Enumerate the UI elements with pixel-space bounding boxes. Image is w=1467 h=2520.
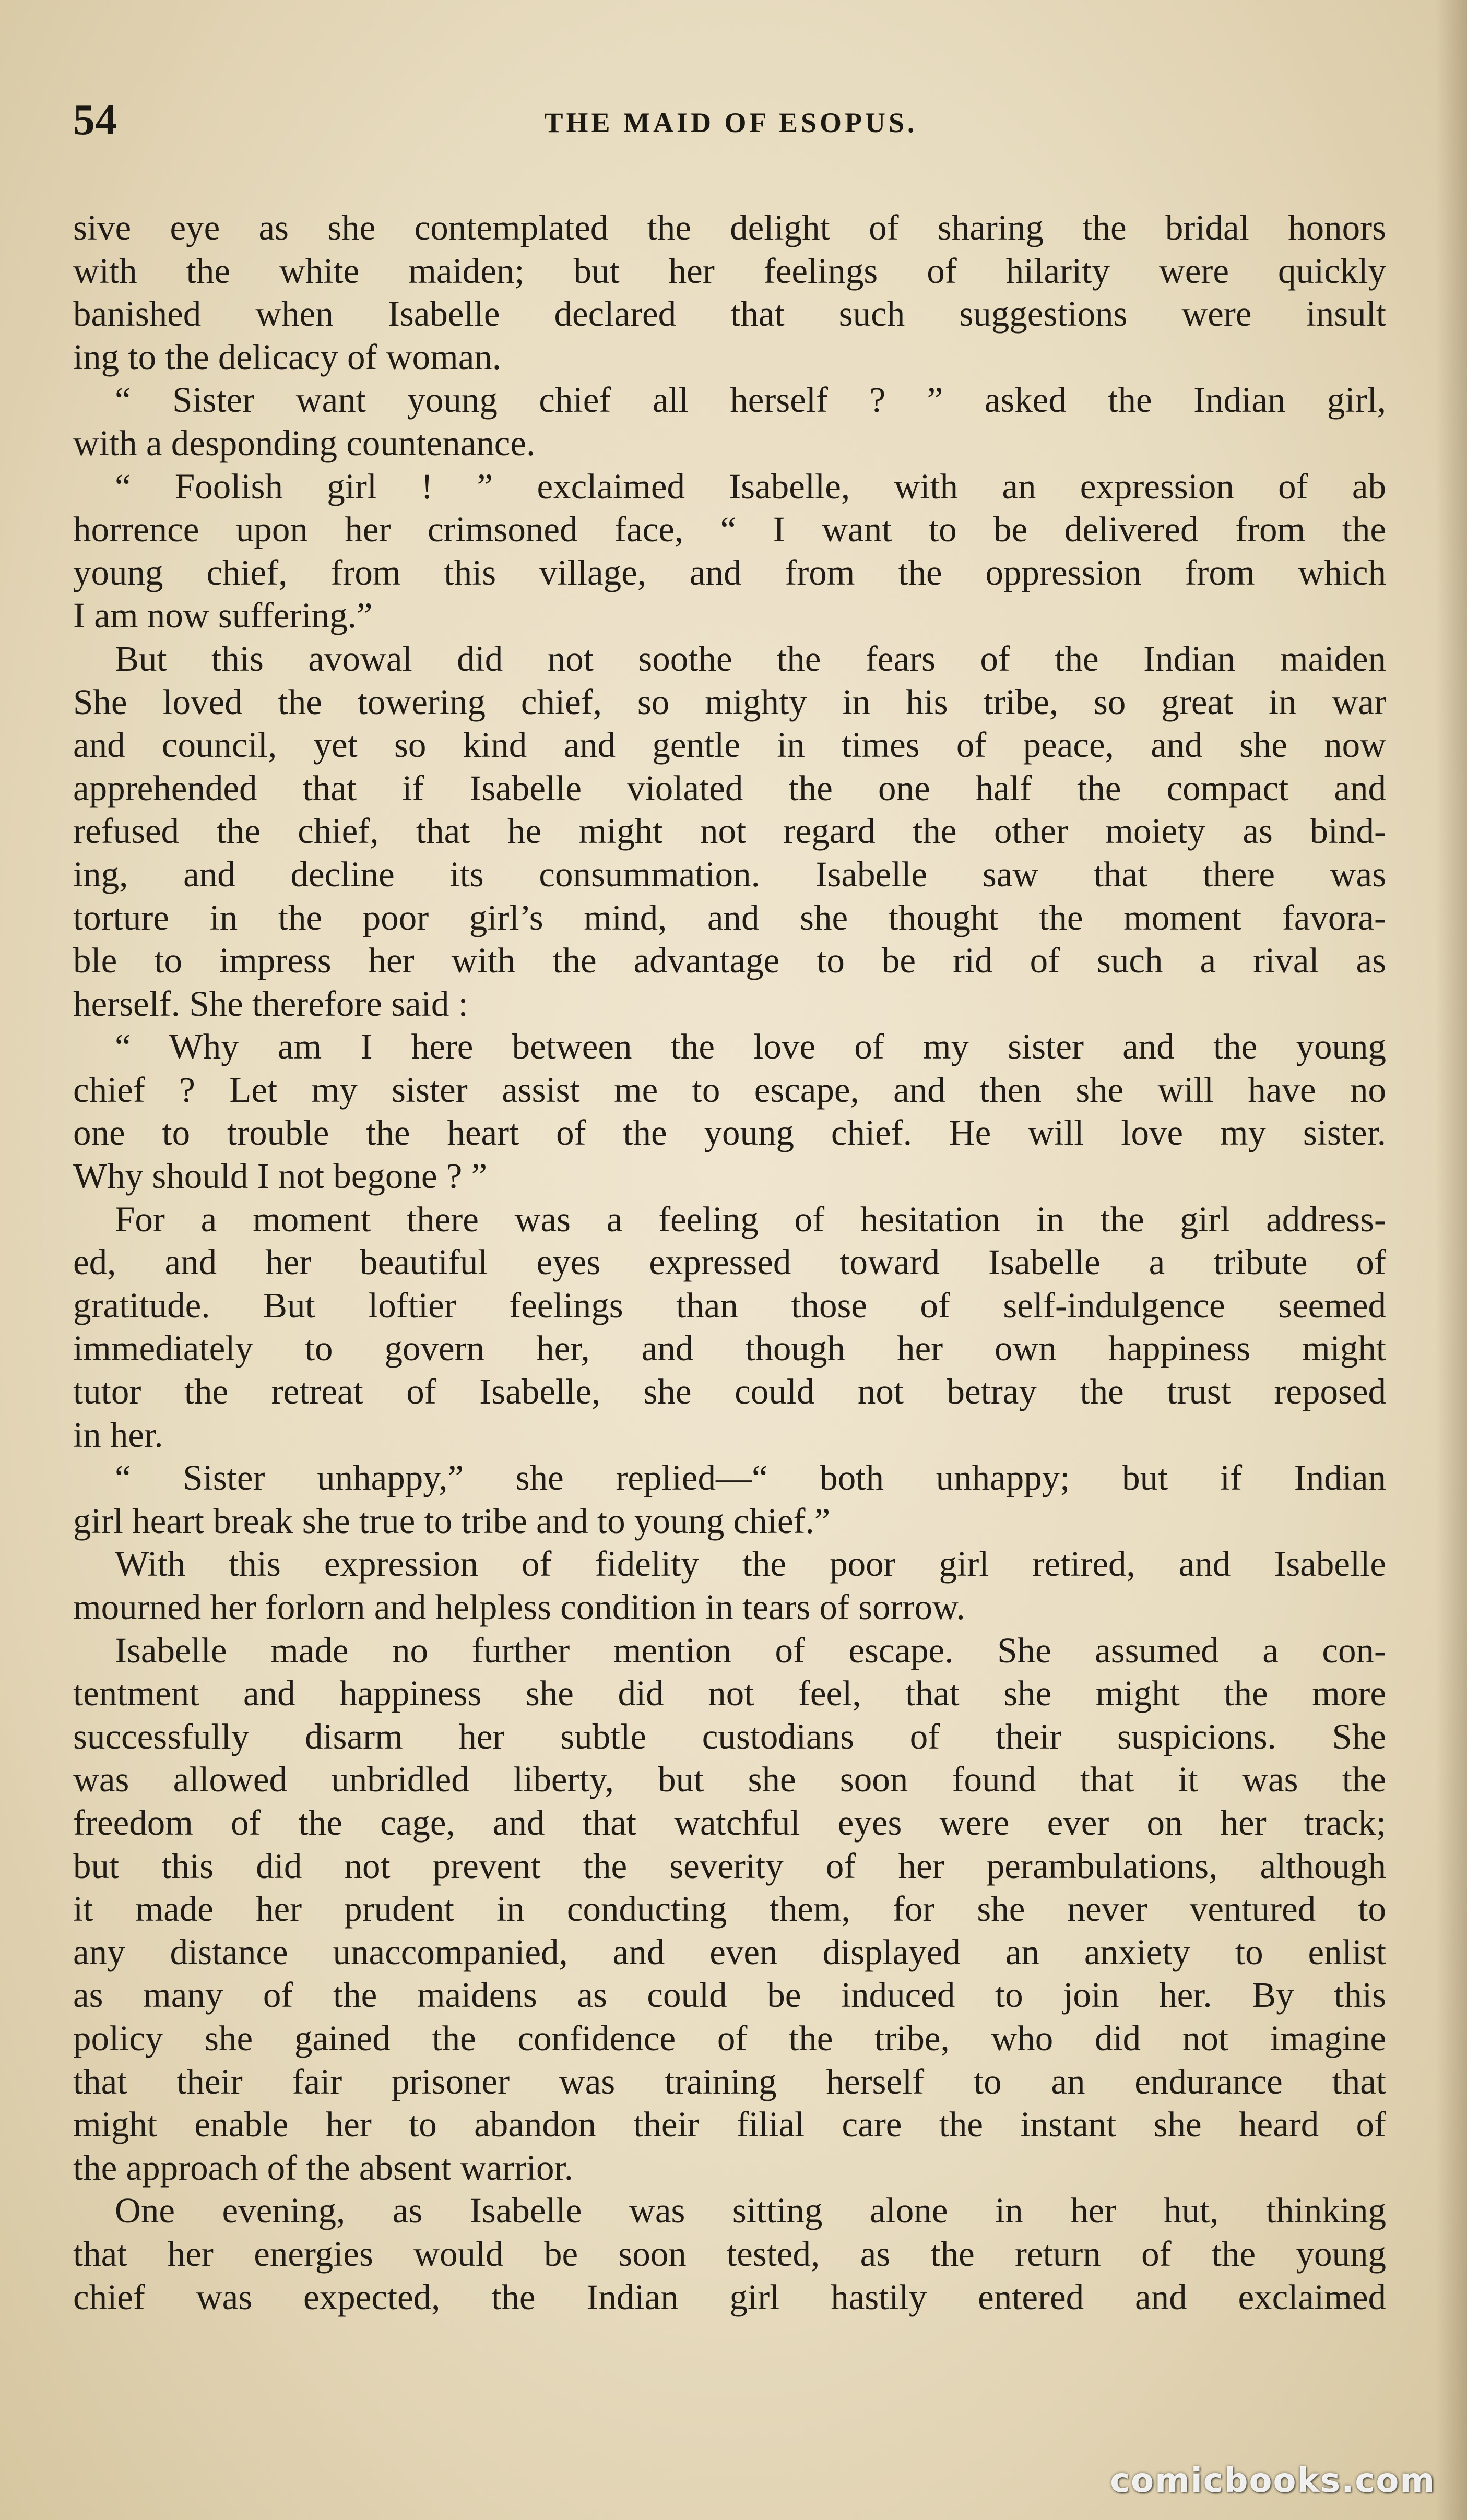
- running-title: THE MAID OF ESOPUS.: [544, 107, 918, 138]
- text-line: “ Sister unhappy,” she replied—“ both unhappy; but if Indian: [115, 1458, 1386, 1498]
- text-line: I am now suffering.”: [73, 596, 373, 636]
- running-head: [73, 91, 1389, 149]
- text-line: successfully disarm her subtle custodians of their suspicions. She: [73, 1716, 1386, 1756]
- text-line: it made her prudent in conducting them, for she never ventured to: [73, 1889, 1386, 1929]
- text-line: that their fair prisoner was training herself to an endurance that: [73, 2061, 1386, 2101]
- text-line: but this did not prevent the severity of her perambulations, although: [73, 1846, 1386, 1886]
- text-line: Isabelle made no further mention of escape. She assumed a con-: [115, 1630, 1386, 1670]
- text-line: and council, yet so kind and gentle in times of peace, and she now: [73, 725, 1386, 765]
- text-line: with the white maiden; but her feelings of hilarity were quickly: [73, 251, 1386, 291]
- text-line: torture in the poor girl’s mind, and she thought the moment favora-: [73, 897, 1386, 937]
- text-line: ed, and her beautiful eyes expressed toward Isabelle a tribute of: [73, 1242, 1386, 1282]
- text-line: “ Sister want young chief all herself ? ” asked the Indian girl,: [115, 380, 1386, 420]
- text-line: freedom of the cage, and that watchful eyes were ever on her track;: [73, 1802, 1386, 1843]
- text-line: For a moment there was a feeling of hesitation in the girl address-: [115, 1199, 1386, 1239]
- text-line: in her.: [73, 1414, 163, 1455]
- text-line: ing, and decline its consummation. Isabelle saw that there was: [73, 854, 1386, 894]
- text-line: chief ? Let my sister assist me to escape, and then she will have no: [73, 1069, 1386, 1110]
- text-line: any distance unaccompanied, and even displayed an anxiety to enlist: [73, 1932, 1386, 1972]
- watermark: comicbooks.com: [1110, 2462, 1436, 2500]
- text-line: ble to impress her with the advantage to be rid of such a rival as: [73, 941, 1386, 981]
- page-number: 54: [73, 96, 117, 144]
- page-edge-shadow: [1436, 0, 1467, 2520]
- text-line: “ Why am I here between the love of my sister and the young: [115, 1027, 1386, 1067]
- text-line: mourned her forlorn and helpless condition in tears of sorrow.: [73, 1587, 965, 1627]
- text-line: apprehended that if Isabelle violated the one half the compact and: [73, 768, 1386, 808]
- text-line: as many of the maidens as could be induced to join her. By this: [73, 1975, 1386, 2015]
- text-line: gratitude. But loftier feelings than those of self-indulgence seemed: [73, 1285, 1386, 1325]
- text-line: refused the chief, that he might not regard the other moiety as bind-: [73, 811, 1386, 851]
- text-line: policy she gained the confidence of the tribe, who did not imagine: [73, 2018, 1386, 2058]
- text-line: With this expression of fidelity the poor girl retired, and Isabelle: [115, 1544, 1386, 1584]
- text-line: sive eye as she contemplated the delight of sharing the bridal honors: [73, 208, 1386, 247]
- text-line: banished when Isabelle declared that such suggestions were insult: [73, 294, 1386, 334]
- text-line: “ Foolish girl ! ” exclaimed Isabelle, with an expression of ab: [115, 466, 1386, 506]
- body-text: [73, 206, 1386, 2319]
- text-line: was allowed unbridled liberty, but she soon found that it was the: [73, 1760, 1386, 1800]
- text-line: the approach of the absent warrior.: [73, 2147, 573, 2188]
- text-line: ing to the delicacy of woman.: [73, 337, 502, 377]
- text-line: Why should I not begone ? ”: [73, 1156, 488, 1196]
- text-line: herself. She therefore said :: [73, 983, 468, 1024]
- text-line: But this avowal did not soothe the fears of the Indian maiden: [115, 638, 1386, 679]
- text-line: tutor the retreat of Isabelle, she could not betray the trust reposed: [73, 1372, 1386, 1412]
- text-line: She loved the towering chief, so mighty in his tribe, so great in war: [73, 682, 1386, 722]
- text-line: chief was expected, the Indian girl hastily entered and exclaimed: [73, 2277, 1386, 2317]
- text-line: girl heart break she true to tribe and to young chief.”: [73, 1501, 831, 1541]
- text-line: with a desponding countenance.: [73, 423, 536, 463]
- text-line: One evening, as Isabelle was sitting alone in her hut, thinking: [115, 2191, 1386, 2231]
- text-line: might enable her to abandon their filial care the instant she heard of: [73, 2105, 1386, 2145]
- text-line: young chief, from this village, and from the oppression from which: [73, 552, 1386, 592]
- text-line: horrence upon her crimsoned face, “ I want to be delivered from the: [73, 509, 1386, 550]
- text-line: that her energies would be soon tested, as the return of the young: [73, 2233, 1386, 2274]
- text-line: immediately to govern her, and though her own happiness might: [73, 1328, 1386, 1369]
- text-line: tentment and happiness she did not feel, that she might the more: [73, 1673, 1386, 1714]
- text-line: one to trouble the heart of the young chief. He will love my sister.: [73, 1113, 1386, 1153]
